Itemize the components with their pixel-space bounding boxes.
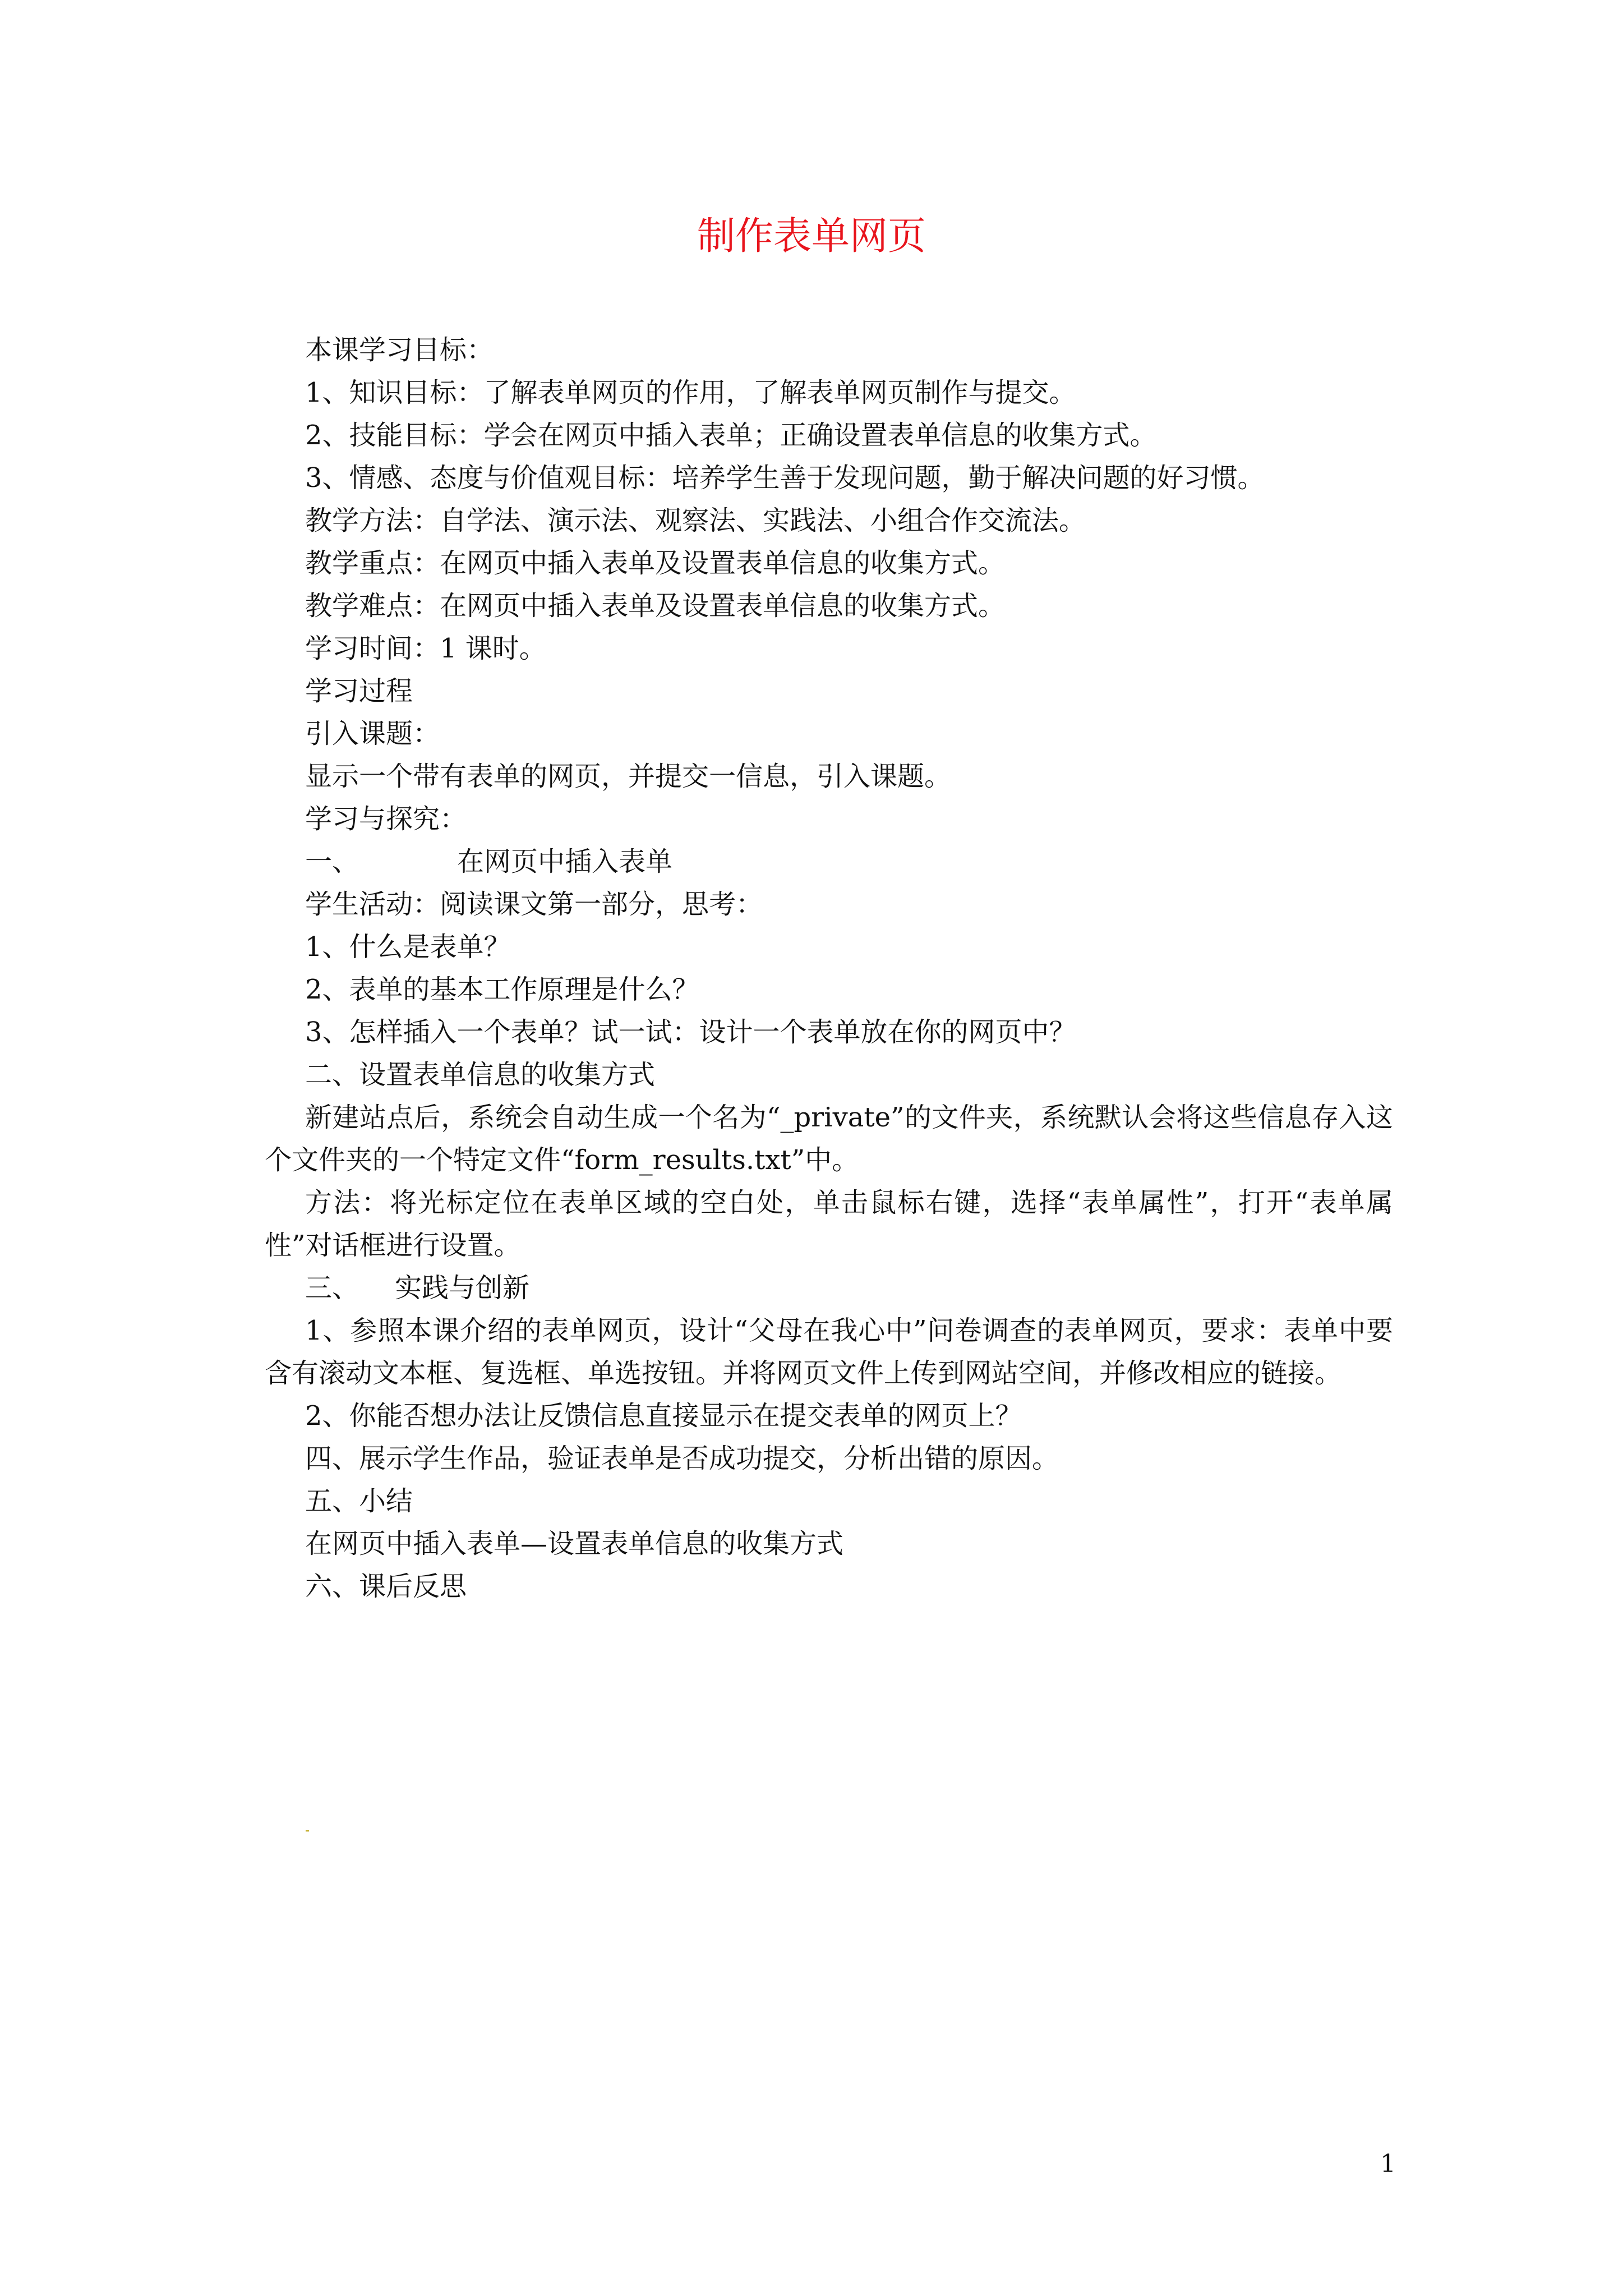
objective-skill: 2、技能目标：学会在网页中插入表单；正确设置表单信息的收集方式。 [305,420,1157,451]
question-3: 3、怎样插入一个表单？试一试：设计一个表单放在你的网页中？ [305,1016,1076,1048]
section-2-paragraph-2: 方法：将光标定位在表单区域的空白处，单击鼠标右键，选择“表单属性”，打开“表单属性”对话框进行设置。 [265,1187,1393,1261]
document-body [265,329,1393,1608]
section-6-heading: 六、课后反思 [305,1571,467,1602]
section-3-title: 实践与创新 [395,1272,530,1304]
section-1-heading [265,840,1393,883]
section-2-heading: 二、设置表单信息的收集方式 [305,1059,656,1091]
objective-knowledge: 1、知识目标：了解表单网页的作用，了解表单网页制作与提交。 [305,377,1076,408]
section-1-title: 在网页中插入表单 [457,846,673,877]
intro-text: 显示一个带有表单的网页，并提交一信息，引入课题。 [305,761,952,792]
section-4-heading: 四、展示学生作品，验证表单是否成功提交，分析出错的原因。 [305,1443,1059,1474]
teaching-difficulty: 教学难点：在网页中插入表单及设置表单信息的收集方式。 [305,590,1006,622]
section-5-heading: 五、小结 [305,1485,413,1517]
question-1: 1、什么是表单？ [305,931,511,963]
page-number: 1 [1380,2150,1396,2178]
section-3-heading [265,1267,1393,1309]
objectives-heading: 本课学习目标： [305,334,494,366]
explore-heading: 学习与探究： [305,803,467,835]
intro-heading: 引入课题： [305,718,440,749]
section-2-paragraph-1: 新建站点后，系统会自动生成一个名为“_private”的文件夹，系统默认会将这些信息存入这个文件夹的一个特定文件“form_results.txt”中。 [265,1102,1393,1176]
scan-speck [306,1830,309,1832]
document-title: 制作表单网页 [697,214,926,259]
section-3-number: 三、 [305,1272,359,1304]
teaching-key-point: 教学重点：在网页中插入表单及设置表单信息的收集方式。 [305,547,1006,579]
teaching-methods: 教学方法：自学法、演示法、观察法、实践法、小组合作交流法。 [305,505,1086,536]
section-3-paragraph-1: 1、参照本课介绍的表单网页，设计“父母在我心中”问卷调查的表单网页，要求：表单中要含有滚动文本框、复选框、单选按钮。并将网页文件上传到网站空间，并修改相应的链接。 [265,1315,1393,1389]
objective-attitude: 3、情感、态度与价值观目标：培养学生善于发现问题，勤于解决问题的好习惯。 [305,462,1265,494]
summary-text: 在网页中插入表单—设置表单信息的收集方式 [305,1528,844,1559]
question-2: 2、表单的基本工作原理是什么？ [305,974,699,1005]
study-duration: 学习时间：1 课时。 [305,633,546,664]
section-3-paragraph-2: 2、你能否想办法让反馈信息直接显示在提交表单的网页上？ [305,1400,1022,1432]
student-activity: 学生活动：阅读课文第一部分，思考： [305,889,763,920]
section-1-number: 一、 [305,846,359,877]
study-process-heading: 学习过程 [305,675,413,707]
